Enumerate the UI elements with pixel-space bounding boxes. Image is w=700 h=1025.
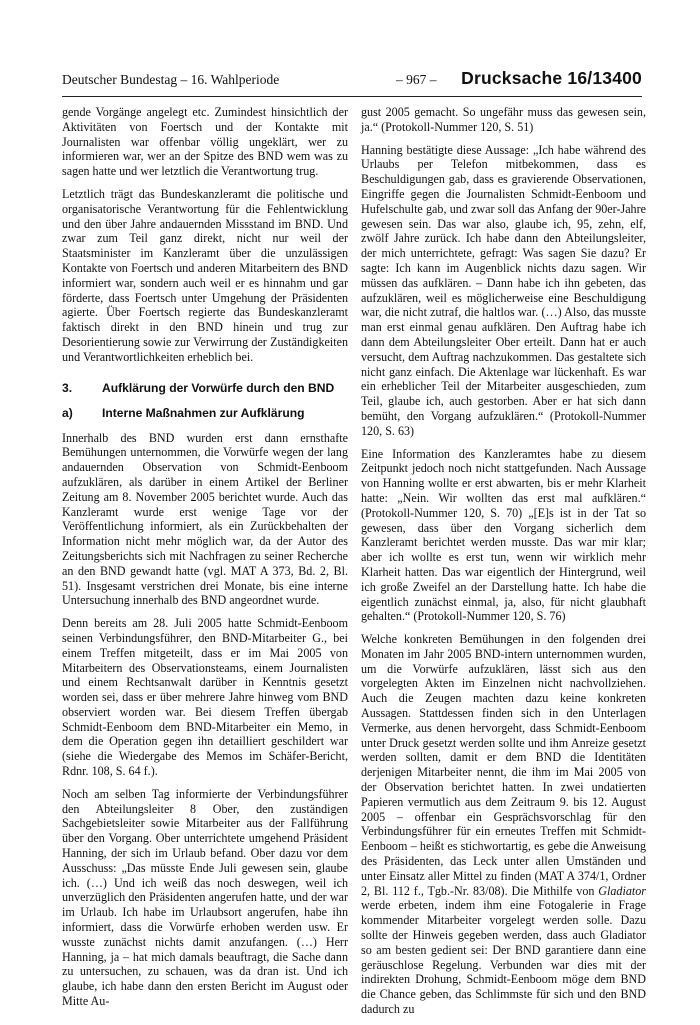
paragraph [361, 632, 646, 1017]
paragraph-text: Welche konkreten Bemühungen in den folgenden drei Monaten im Jahr 2005 BND-intern unternommen wurden, um die Vorwürfe aufzuklären, lässt sich aus den vorgelegten Akten im Einzelnen nicht nachvollziehen. Auch die Zeugen machten dazu keine konkreten Aussagen. Stattdessen finden sich in den Unterlagen Vermerke, aus denen hervorgeht, dass Schmidt-Eenboom unter Druck gesetzt werden sollte und ihm Anreize gesetzt werden sollten, damit er dem BND die Identitäten derjenigen Mitarbeiter nennt, die ihm im Mai 2005 von der Observation berichtet hatten. In zwei undatierten Papieren vermutlich aus dem Zeitraum 9. bis 12. August 2005 – offenbar ein Gesprächsvorschlag für den Verbindungsführer für ein erneutes Treffen mit Schmidt-Eenboom – heißt es stichwortartig, es gebe die Anweisung des Präsidenten, das Leck unter allen Umständen und unter Einsatz aller Mittel zu finden (MAT A 374/1, Ordner 2, Bl. 112 f., Tgb.-Nr. 83/08). Die Mithilfe von [361, 632, 646, 898]
section-heading [62, 381, 348, 396]
paragraph: Denn bereits am 28. Juli 2005 hatte Schmidt-Eenboom seinen Verbindungsführer, den BND-Mitarbeiter G., bei einem Treffen mitgeteilt, dass er im Mai 2005 von Mitarbeitern des Observationsteams, einem Journalisten und einem Rechtsanwalt darüber in Kenntnis gesetzt worden sei, dass er über mehrere Jahre hinweg vom BND observiert worden war. Bei diesem Treffen übergab Schmidt-Eenboom dem BND-Mitarbeiter ein Memo, in dem die Operation gegen ihn detailliert geschildert war (siehe die Wiedergabe des Memos im Schäfer-Bericht, Rdnr. 108, S. 64 f.). [62, 616, 348, 779]
header-publication: Deutscher Bundestag – 16. Wahlperiode [62, 72, 280, 87]
document-number [461, 68, 642, 89]
paragraph: Eine Information des Kanzleramtes habe zu diesem Zeitpunkt jedoch noch nicht stattgefunden. Nach Aussage von Hanning wollte er erst abwarten, bis er mehr Klarheit hatte: „Nein. Wir wollten das erst mal aufklären.“ (Protokoll-Nummer 120, S. 70) „[E]s ist in der Tat so gewesen, dass über den Vorgang sicherlich dem Kanzleramt berichtet werden musste. Das war mir klar; aber ich wollte es erst tun, wenn wir wirklich mehr Klarheit hatten. Das war eigentlich der Hintergrund, weil ich große Zweifel an der Darstellung hatte. Ich habe die eigentlich zunächst einmal, ja, also, für nicht glaubhaft gehalten.“ (Protokoll-Nummer 120, S. 76) [361, 446, 646, 624]
codename-gladiator: Gladiator [598, 883, 646, 898]
page-header [62, 68, 642, 90]
paragraph: Hanning bestätigte diese Aussage: „Ich habe während des Urlaubs per Telefon mitbekommen, dass es Beschuldigungen gab, dass es gravierende Observationen, Eingriffe gegen die Journalisten Schmidt-Eenboom und Hufelschulte gab, und zwar soll das Anfang der 90er-Jahre gewesen sein. Das war also, glaube ich, 95, zehn, elf, zwölf Jahre zurück. Ich habe dann den Abteilungsleiter, der mich unterrichtete, gefragt: Was sagen Sie dazu? Er sagte: Ich kann im Augenblick nichts dazu sagen. Wir müssen das aufklären. – Dann habe ich ihn gebeten, das aufzuklären, weil es möglicherweise eine Beschuldigung war, die nicht zutraf, die haltlos war. (…) Also, das musste man erst einmal genau aufklären. Den Auftrag habe ich dann dem Abteilungsleiter Ober erteilt. Dann hat er auch versucht, dem Auftrag nachzukommen. Das gestaltete sich nicht ganz einfach. Die Aktenlage war lückenhaft. Es war ein erheblicher Teil der Mitarbeiter ausgeschieden, zum Teil, glaube ich, auch gestorben. Aber er hat sich dann bemüht, den Vorgang aufzuklären.“ (Protokoll-Nummer 120, S. 63) [361, 142, 646, 438]
header-rule [62, 96, 642, 97]
paragraph: Noch am selben Tag informierte der Verbindungsführer den Abteilungsleiter 8 Ober, den zuständigen Sachgebietsleiter sowie Mitarbeiter aus der Fallführung über den Vorgang. Ober unterrichtete umgehend Präsident Hanning, der sich im Urlaub befand. Ober dazu vor dem Ausschuss: „Das müsste Ende Juli gewesen sein, glaube ich. (…) Und ich weiß das noch deswegen, weil ich unverzüglich den Präsidenten angerufen hatte, und der war im Urlaub. Ich habe im Urlaubsort angerufen, habe ihn informiert, dass die Vorwürfe erhoben werden usw. Er wusste zunächst nichts damit anzufangen. (…) Herr Hanning, ja – hat mich damals beauftragt, die Sache dann zu untersuchen, zu schauen, was da dran ist. Und ich glaube, ich habe dann den ersten Bericht im August oder Mitte Au- [62, 786, 348, 1009]
right-column [361, 105, 646, 1025]
paragraph: Letztlich trägt das Bundeskanzleramt die politische und organisatorische Verantwortung für die Fehlentwicklung und den über Jahre andauernden Missstand im BND. Und zwar zum Teil ganz direkt, nicht nur weil der Staatsminister im Kanzleramt über die unzulässigen Kontakte von Foertsch und anderen Mitarbeitern des BND informiert war, sondern auch weil er es hinnahm und gar förderte, dass Foertsch unter Umgehung der Präsidenten agierte. Über Foertsch regierte das Bundeskanzleramt faktisch direkt in den BND hinein und trug zur Desorientierung sowie zur Verwirrung der Zuständigkeiten und Verantwortlichkeiten erheblich bei. [62, 186, 348, 364]
paragraph: gende Vorgänge angelegt etc. Zumindest hinsichtlich der Aktivitäten von Foertsch und der Kontakte mit Journalisten war offenbar völlig ungeklärt, wer zu informieren war, wer an der Spitze des BND wem was zu sagen hatte und wer letztlich die Verantwortung trug. [62, 105, 348, 179]
section-number: 3. [62, 380, 73, 395]
section-title: Aufklärung der Vorwürfe durch den BND [102, 380, 335, 395]
page-number: – 967 – [396, 72, 437, 87]
subsection-heading [62, 406, 348, 421]
paragraph: gust 2005 gemacht. So ungefähr muss das gewesen sein, ja.“ (Protokoll-Nummer 120, S. 51) [361, 105, 646, 134]
document-number-value: 13400 [592, 68, 642, 88]
paragraph: Innerhalb des BND wurden erst dann ernsthafte Bemühungen unternommen, die Vorwürfe wegen der lang andauernden Observation von Schmidt-Eenboom aufzuklären, als darüber in einem Artikel der Berliner Zeitung am 8. November 2005 berichtet wurde. Auch das Kanzleramt wurde erst wenige Tage vor der Veröffentlichung informiert, als ein Zurückbehalten der Information nicht mehr möglich war, da der Autor des Zeitungsberichts sich mit Nachfragen zu seiner Recherche an den BND gewandt hatte (vgl. MAT A 373, Bd. 2, Bl. 51). Insgesamt verstrichen drei Monate, bis eine interne Untersuchung innerhalb des BND angeordnet wurde. [62, 430, 348, 608]
paragraph-text: werde erbeten, indem ihm eine Fotogalerie in Frage kommender Mitarbeiter vorgelegt werden solle. Dazu sollte der Hinweis gegeben werden, dass auch Gladiator so am besten gedient sei: Der BND garantiere dann eine geräuschlose Regelung. Verbunden war dies mit der indirekten Drohung, Schmidt-Eenboom möge dem BND die Chance geben, das Schlimmste für sich und den BND dadurch zu [361, 898, 646, 1017]
left-column [62, 105, 348, 1017]
subsection-number: a) [62, 405, 73, 420]
subsection-title: Interne Maßnahmen zur Aufklärung [102, 405, 305, 420]
document-number-label: Drucksache 16/ [461, 68, 593, 88]
